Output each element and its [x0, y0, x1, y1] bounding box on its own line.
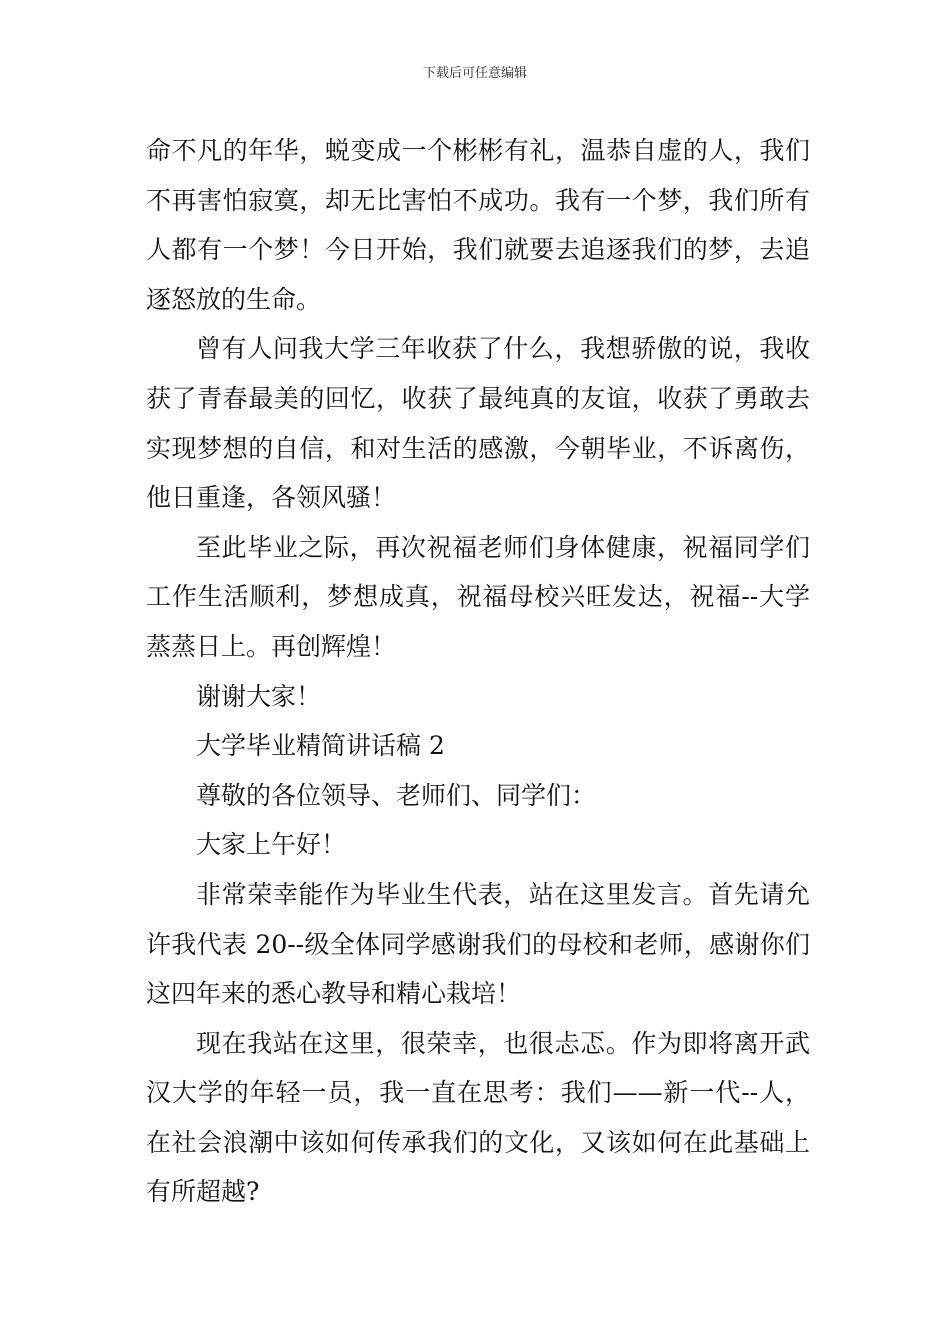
- salutation: 尊敬的各位领导、老师们、同学们：: [196, 780, 597, 810]
- paragraph: 至此毕业之际，再次祝福老师们身体健康，祝福同学们工作生活顺利，梦想成真，祝福母校兴旺发达，祝福--大学蒸蒸日上。再创辉煌！: [146, 532, 810, 661]
- paragraph-continuation: 命不凡的年华，蜕变成一个彬彬有礼，温恭自虚的人，我们不再害怕寂寞，却无比害怕不成功。我有一个梦，我们所有人都有一个梦！今日开始，我们就要去追逐我们的梦，去追逐怒放的生命。: [146, 136, 810, 314]
- document-body: [146, 126, 810, 1217]
- section-title: 大学毕业精简讲话稿 2: [196, 731, 445, 761]
- page-header: 下载后可任意编辑: [422, 66, 527, 81]
- greeting: 大家上午好！: [196, 830, 347, 860]
- paragraph: 现在我站在这里，很荣幸，也很忐忑。作为即将离开武汉大学的年轻一员，我一直在思考：我们——新一代--人，在社会浪潮中该如何传承我们的文化，又该如何在此基础上有所超越?: [146, 1028, 810, 1207]
- paragraph: 非常荣幸能作为毕业生代表，站在这里发言。首先请允许我代表 20--级全体同学感谢我们的母校和老师，感谢你们这四年来的悉心教导和精心栽培！: [146, 879, 810, 1009]
- paragraph-thanks: 谢谢大家！: [196, 681, 322, 711]
- paragraph: 曾有人问我大学三年收获了什么，我想骄傲的说，我收获了青春最美的回忆，收获了最纯真的友谊，收获了勇敢去实现梦想的自信，和对生活的感激，今朝毕业，不诉离伤，他日重逢，各领风骚！: [146, 334, 810, 513]
